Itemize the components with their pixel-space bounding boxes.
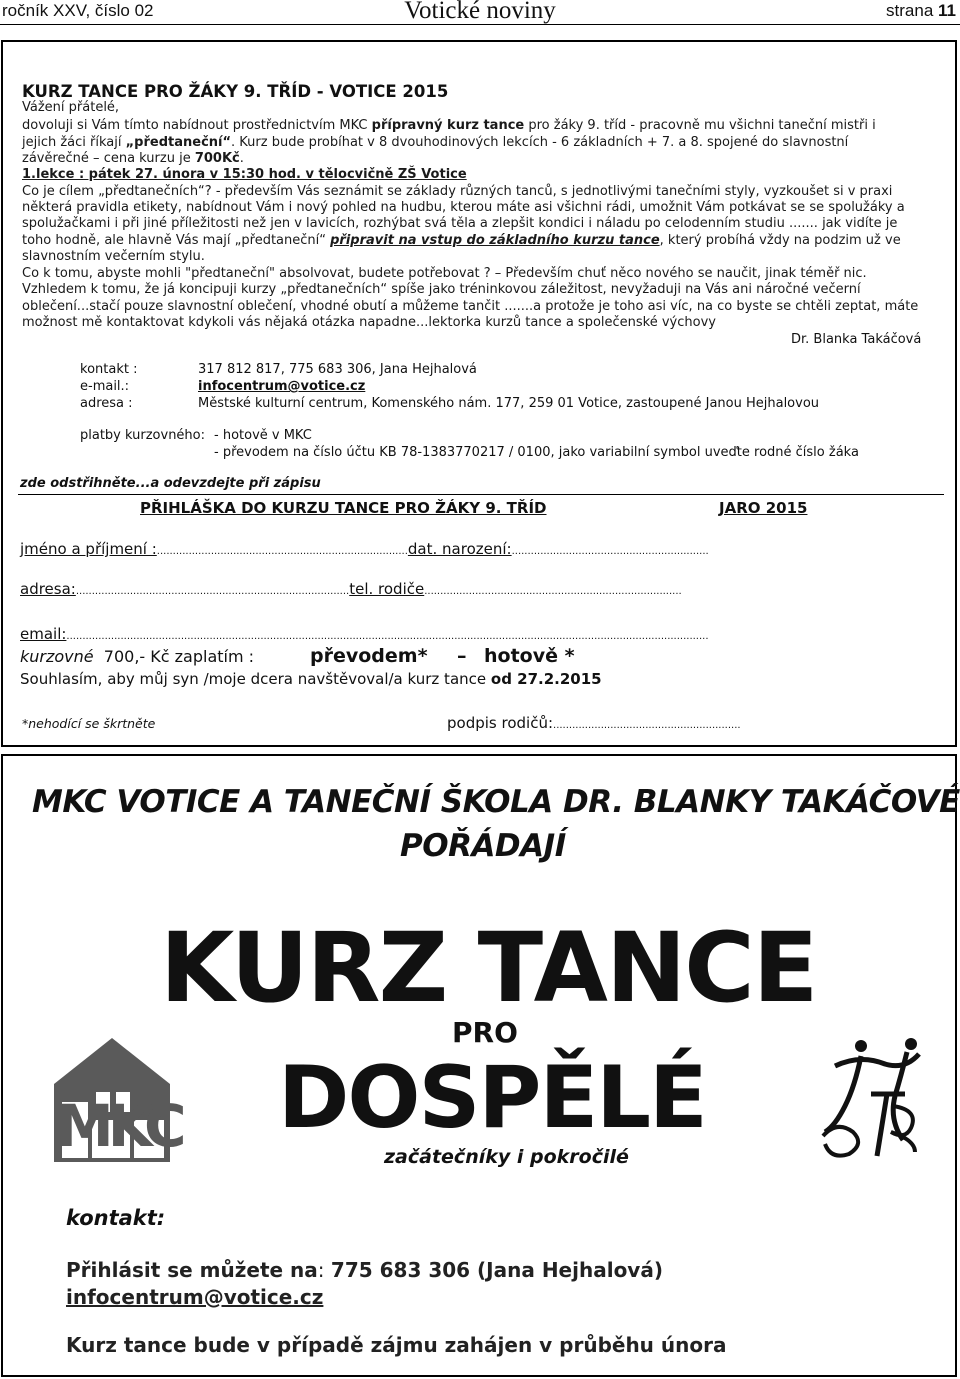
email-label: e-mail.:: [80, 379, 130, 394]
mkc-logo: [52, 1038, 181, 1164]
notice-line: Vzhledem k tomu, že já koncipuji kurzy „předtanečních“ spíše jako tréninkovou záležitost, nevyžaduji na Vás ani náročné večerní: [22, 282, 861, 297]
option-transfer[interactable]: převodem*: [310, 645, 428, 667]
notice-line: některá pravidla etikety, nabídnout Vám i nový pohled na hudbu, kterou máte asi všichni rádi, umožnit Vám potkávat se se spolužáky a: [22, 200, 905, 215]
contact-label: kontakt :: [80, 362, 138, 377]
notice-title: KURZ TANCE PRO ŽÁKY 9. TŘÍD - VOTICE 2015: [22, 82, 449, 101]
page-header: [0, 0, 960, 25]
name-field[interactable]: jméno a příjmení :...............................................................................dat. narození:..............................................................: [20, 540, 709, 558]
advert-headline: KURZ TANCE: [160, 912, 817, 1024]
notice-line: jejich žáci říkají „předtaneční“. Kurz bude probíhat v 8 dvouhodinových lekcích - 6 základních + 7. a 8. spojené do slavnostní: [22, 135, 849, 150]
advert-pro: PRO: [452, 1016, 518, 1049]
page-number: 11: [938, 1, 956, 20]
fee-line: kurzovné 700,- Kč zaplatím :: [20, 647, 255, 666]
dance-couple-icon: [815, 1036, 925, 1160]
advert-contact-heading: kontakt:: [66, 1206, 166, 1230]
issue-label: ročník XXV, číslo 02: [2, 1, 154, 20]
page-number-label: [886, 1, 956, 21]
cut-line: [18, 494, 944, 495]
payment-label: platby kurzovného:: [80, 428, 205, 443]
address-label: adresa :: [80, 396, 133, 411]
advert-organizers: MKC VOTICE A TANEČNÍ ŠKOLA DR. BLANKY TAKÁČOVÉ: [32, 784, 960, 820]
payment-cash: - hotově v MKC: [214, 428, 312, 443]
notice-line: oblečení...stačí pouze slavnostní oblečení, vhodné obutí a můžeme tančit .......a protože je toho asi víc, na co byste se chtěli zeptat, máte: [22, 299, 919, 314]
advert-email-link[interactable]: infocentrum@votice.cz: [66, 1285, 324, 1309]
notice-line: Co je cílem „předtanečních“? - především Vás seznámit se základy různých tanců, s jednotlivými tanečními styly, vyzkoušet si v praxi: [22, 184, 893, 199]
strike-note: *nehodící se škrtněte: [22, 716, 156, 731]
payment-transfer: - převodem na číslo účtu KB 78-1383770217 / 0100, jako variabilní symbol uveďte rodné číslo žáka: [214, 445, 859, 460]
contact-value: 317 812 817, 775 683 306, Jana Hejhalová: [198, 362, 477, 377]
consent-line: Souhlasím, aby můj syn /moje dcera navštěvoval/a kurz tance od 27.2.2015: [20, 670, 602, 688]
email-field[interactable]: email:..........................................................................................................................................................................................................: [20, 625, 709, 643]
advert-levels: začátečníky i pokročilé: [384, 1146, 629, 1168]
advert-organize: POŘÁDAJÍ: [400, 828, 566, 864]
notice-greeting: Vážení přátelé,: [22, 100, 120, 115]
notice-line: toho hodně, ale hlavně Vás mají „předtaneční“ připravit na vstup do základního kurzu tance, který probíhá vždy na podzim už ve: [22, 233, 901, 248]
notice-line: možnost mě kontaktovat kdykoli vás nějaká otázka napadne...lektorka kurzů tance a společenské výchovy: [22, 315, 716, 330]
option-cash[interactable]: hotově *: [484, 645, 575, 667]
advert-signup: Přihlásit se můžete na: 775 683 306 (Jana Hejhalová): [66, 1258, 663, 1282]
notice-line: spolužačkami i při jiné příležitosti než jen v lavicích, rozhýbat svá těla a zlepšit kondici i náladu po celodenním studiu ....... jak vidíte je: [22, 216, 898, 231]
cut-here-label: zde odstřihněte...a odevzdejte při zápisu: [20, 476, 321, 491]
signature: Dr. Blanka Takáčová: [791, 332, 922, 347]
newspaper-title: Votické noviny: [404, 0, 556, 24]
email-link[interactable]: infocentrum@votice.cz: [198, 379, 366, 394]
parent-signature-field[interactable]: podpis rodičů:...........................................................: [447, 714, 741, 732]
advert-audience: DOSPĚLÉ: [278, 1048, 706, 1148]
address-value: Městské kulturní centrum, Komenského nám. 177, 259 01 Votice, zastoupené Janou Hejhalovou: [198, 396, 820, 411]
notice-line: dovoluji si Vám tímto nabídnout prostřednictvím MKC přípravný kurz tance pro žáky 9. tříd - pracovně mu všichni taneční mistři i: [22, 118, 876, 133]
address-field[interactable]: adresa:......................................................................................tel. rodiče.................................................................................: [20, 580, 682, 598]
form-title: PŘIHLÁŠKA DO KURZU TANCE PRO ŽÁKY 9. TŘÍD: [140, 499, 547, 517]
notice-line: závěrečné – cena kurzu je 700Kč.: [22, 151, 244, 166]
notice-line: Co k tomu, abyste mohli "předtaneční" absolvovat, budete potřebovat ? – Především chuť něco nového se naučit, jinak téměř nic.: [22, 266, 867, 281]
mkc-logo-text: MKC: [56, 1092, 181, 1160]
notice-line: slavnostním večerním stylu.: [22, 249, 205, 264]
option-dash: –: [457, 645, 467, 667]
page-label: strana: [886, 1, 934, 20]
dance-school-logo: [815, 1036, 925, 1160]
advert-start-note: Kurz tance bude v případě zájmu zahájen v průběhu února: [66, 1333, 727, 1357]
first-lesson: 1.lekce : pátek 27. února v 15:30 hod. v tělocvičně ZŠ Votice: [22, 167, 467, 182]
form-term: JARO 2015: [719, 499, 808, 517]
